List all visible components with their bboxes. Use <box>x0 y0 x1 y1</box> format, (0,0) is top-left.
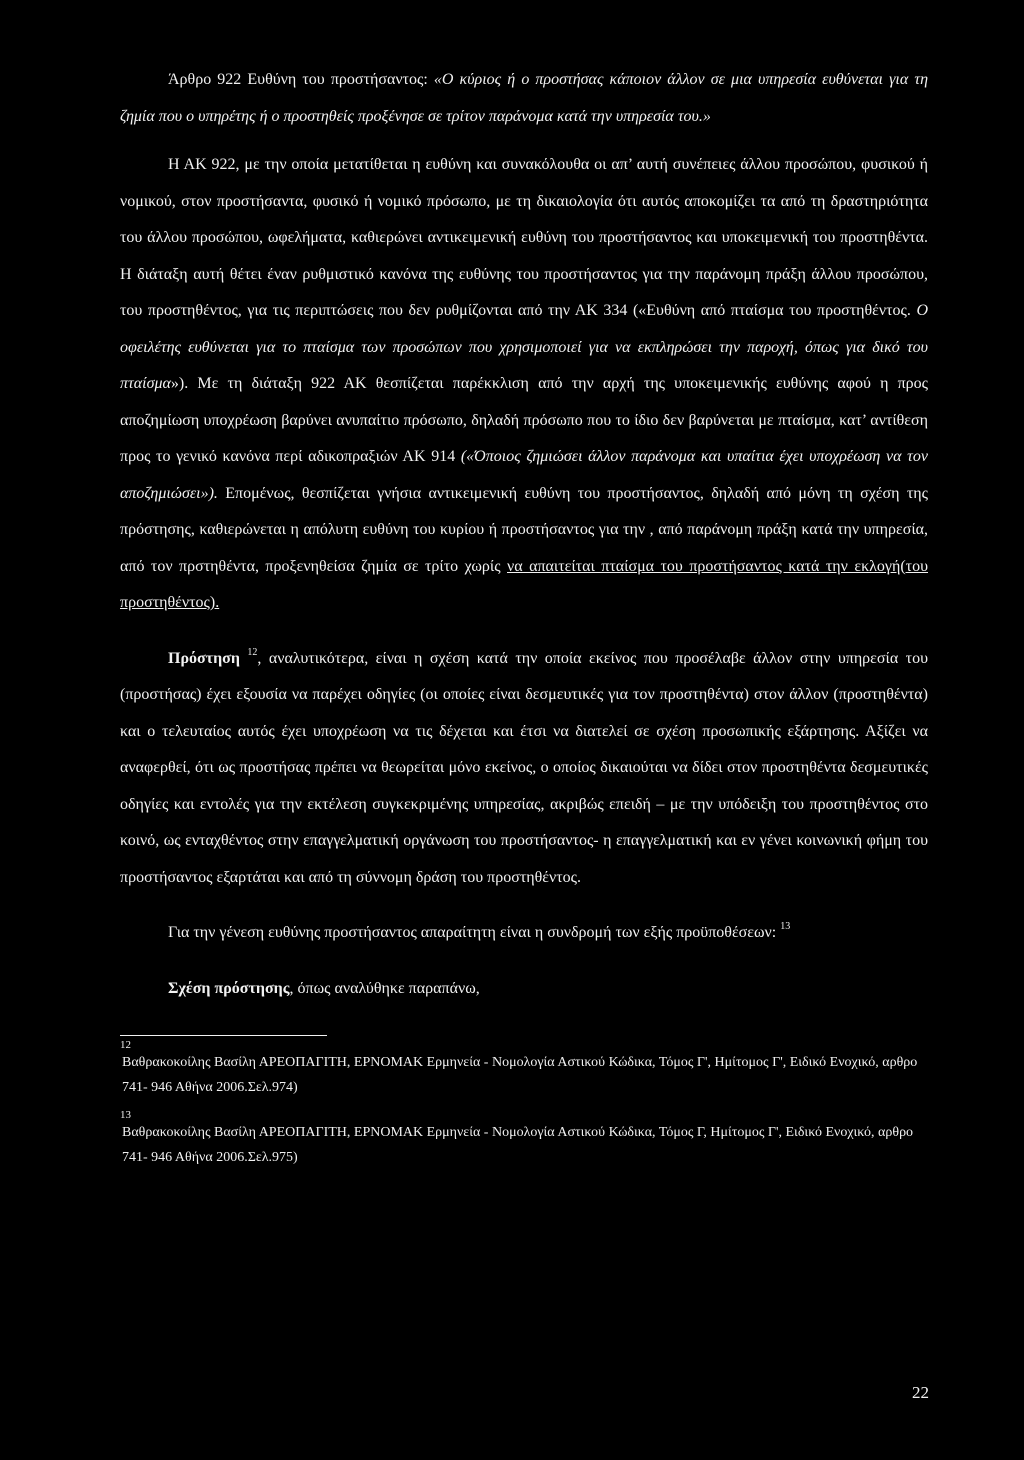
ak334-quote: Ο οφειλέτης ευθύνεται για το πταίσμα των προσώπων που χρησιμοποιεί για να εκπληρώσει την παροχή, όπως για δικό του πταίσμα <box>120 302 928 392</box>
underlined-text: να απαιτείται πταίσμα του προστήσαντος κατά την εκλογή(του προστηθέντος). <box>120 557 929 611</box>
paragraph-text: Για την γένεση ευθύνης προστήσαντος απαραίτητη είναι η συνδρομή των εξής προϋποθέσεων: <box>168 924 781 941</box>
paragraph-text: , αναλυτικότερα, είναι η σχέση κατά την οποία εκείνος που προσέλαβε άλλον στην υπηρεσία του (προστήσας) έχει εξουσία να παρέχει οδηγίες (οι οποίες είναι δεσμευτικές για τον προστηθέντα) στον άλλον (προστηθέντα) και ο τελευταίος αυτός έχει υποχρέωση να τις δέχεται και έτσι να διατελεί σε σχέση προσωπικής εξάρτησης. Αξίζει να αναφερθεί, ότι ως προστήσας πρέπει να θεωρείται μόνο εκείνος, ο οποίος δικαιούται να δίδει στον προστηθέντα δεσμευτικές οδηγίες και εντολές για την εκτέλεση συγκεκριμένης υπηρεσίας, ακριβώς επειδή – με την υπόδειξη του προστηθέντος στο κοινό, ως ενταχθέντος στην επαγγελματική οργάνωση του προστήσαντος- η επαγγελματική και εν γένει κοινωνική φήμη του προστήσαντος εξαρτάται και από τη σύννομη δράση του προστηθέντος. <box>120 649 928 886</box>
spacer <box>120 896 928 915</box>
ak914-quote: («Όποιος ζημιώσει άλλον παράνομα και υπαίτια έχει υποχρέωση να τον αποζημιώσει»). <box>120 448 928 502</box>
footnote-13 <box>120 1110 928 1170</box>
paragraph-text: Η ΑΚ 922, με την οποία μετατίθεται η ευθύνη και συνακόλουθα οι απ’ αυτή συνέπειες άλλου προσώπου, φυσικού ή νομικού, στον προστήσαντα, φυσικό ή νομικό πρόσωπο, με τη δικαιολογία ότι αυτός αποκομίζει τα από τη δραστηριότητα του άλλου προσώπου, ωφελήματα, καθιερώνει αντικειμενική ευθύνη του προστήσαντος και υποκειμενική του προστηθέντα. Η διάταξη αυτή θέτει έναν ρυθμιστικό κανόνα της ευθύνης του προστήσαντος για την παράνομη πράξη άλλου προσώπου, του προστηθέντος, για τις περιπτώσεις που δεν ρυθμίζονται από την ΑΚ 334 («Ευθύνη από πταίσμα του προστηθέντος. <box>120 156 928 319</box>
spacer <box>120 622 928 641</box>
paragraph-text: »). Με τη διάταξη 922 ΑΚ θεσπίζεται παρέκκλιση από την αρχή της υποκειμενικής ευθύνης αφού η προς αποζημίωση υποχρέωση βαρύνει ανυπαίτιο πρόσωπο, δηλαδή πρόσωπο που το ίδιο δεν βαρύνεται με πταίσμα, κατ’ αντίθεση προς το γενικό κανόνα περί αδικοπραξιών ΑΚ 914 <box>120 375 928 465</box>
footnote-number: 12 <box>120 1039 131 1051</box>
term-prostisi: Πρόστηση <box>168 649 240 667</box>
article-922-quote: «Ο κύριος ή ο προστήσας κάποιον άλλον σε μια υπηρεσία ευθύνεται για τη ζημία που ο υπηρέτης ή ο προστηθείς προξένησε σε τρίτον παράνομα κατά την υπηρεσία του.» <box>120 71 929 125</box>
paragraph-prostisi <box>120 641 928 897</box>
footnote-12 <box>120 1040 928 1100</box>
footnote-text: Βαθρακοκοίλης Βασίλη ΑΡΕΟΠΑΓΙΤΗ, ΕΡΝΟΜΑΚ Ερμηνεία - Νομολογία Αστικού Κώδικα, Τόμος Γ, Ημίτομος Γ', Ειδικό Ενοχικό, αρθρο 741- 946 Αθήνα 2006.Σελ.975) <box>122 1125 914 1165</box>
footnote-number: 13 <box>120 1109 131 1121</box>
article-922-paragraph <box>120 62 928 135</box>
spacer <box>120 952 928 971</box>
footnote-text: Βαθρακοκοίλης Βασίλη ΑΡΕΟΠΑΓΙΤΗ, ΕΡΝΟΜΑΚ Ερμηνεία - Νομολογία Αστικού Κώδικα, Τόμος Γ', Ημίτομος Γ', Ειδικό Ενοχικό, αρθρο 741- 946 Αθήνα 2006.Σελ.974) <box>122 1055 918 1095</box>
document-page <box>120 62 928 1170</box>
paragraph-schesi-prostisis <box>120 971 928 1008</box>
paragraph-conditions <box>120 915 928 952</box>
footnote-ref-13: 13 <box>780 921 791 932</box>
paragraph-text: Επομένως, θεσπίζεται γνήσια αντικειμενική ευθύνη του προστήσαντος, δηλαδή από μόνη τη σχέση της πρόστησης, καθιερώνεται η απόλυτη ευθύνη του κυρίου ή προστήσαντος για την , από παράνομη πράξη κατά την υπηρεσία, από τον πρστηθέντα, προξενηθείσα ζημία σε τρίτο χωρίς <box>120 484 928 575</box>
term-schesi-prostisis: Σχέση πρόστησης <box>168 979 290 997</box>
footnote-ref-12: 12 <box>247 646 258 658</box>
spacer <box>120 135 928 147</box>
footnote-divider <box>120 1035 327 1036</box>
paragraph-text: , όπως αναλύθηκε παραπάνω, <box>289 979 480 997</box>
page-number: 22 <box>912 1383 929 1402</box>
paragraph-ak922-analysis <box>120 147 928 622</box>
article-922-heading: Άρθρο 922 Ευθύνη του προστήσαντος: <box>168 71 434 88</box>
